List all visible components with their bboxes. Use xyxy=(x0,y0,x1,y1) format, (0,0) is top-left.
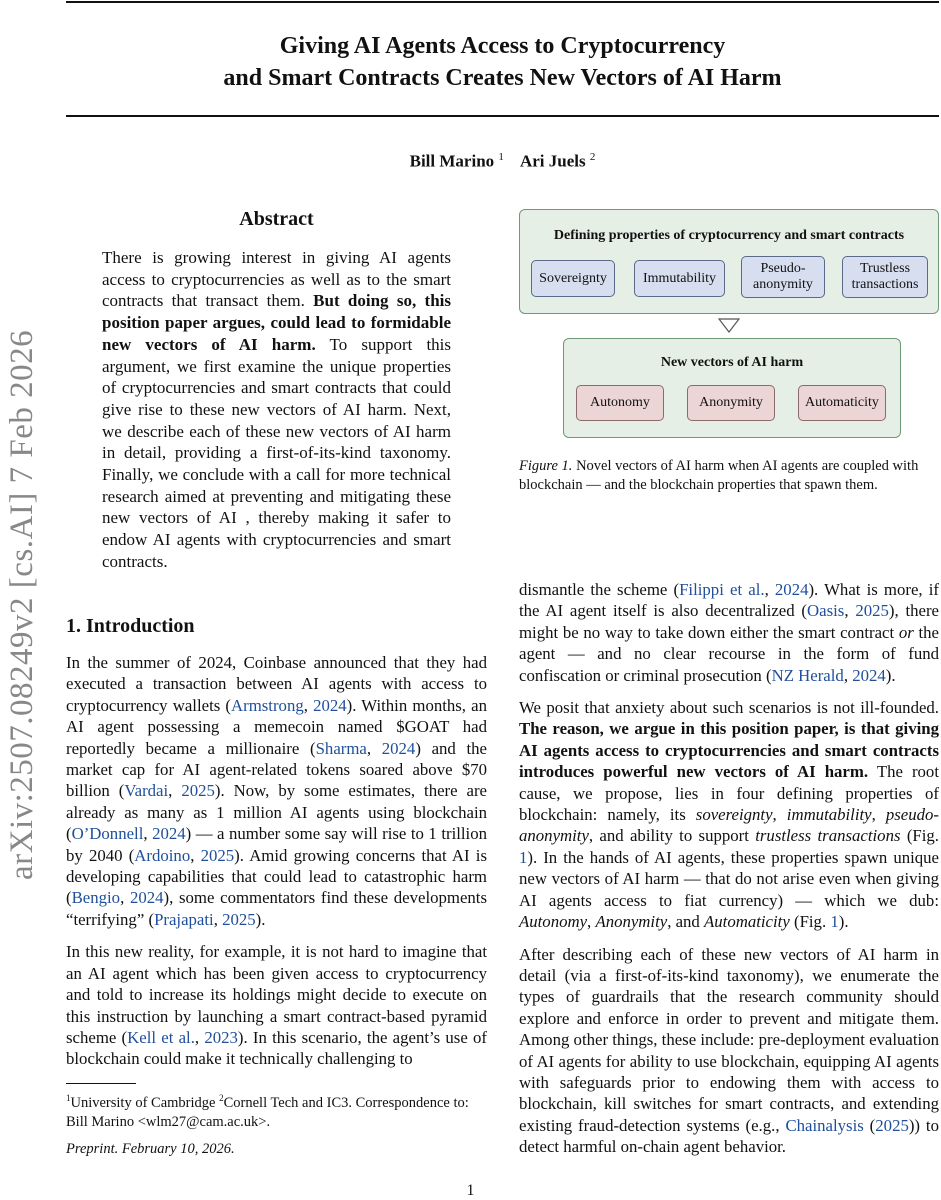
title-line-1: Giving AI Agents Access to Cryptocurrency xyxy=(279,33,726,59)
page-number: 1 xyxy=(466,1182,475,1199)
box-properties-title: Defining properties of cryptocurrency and smart contracts xyxy=(553,228,905,243)
citation-link[interactable]: Kell et al. xyxy=(127,1027,195,1047)
text-run: , xyxy=(587,912,596,932)
citation-link[interactable]: 2024 xyxy=(313,695,347,715)
author-1: Bill Marino xyxy=(409,151,495,171)
text-run: ( xyxy=(863,1115,876,1135)
citation-link[interactable]: 2025 xyxy=(181,781,215,801)
pill-anonymity: Anonymity xyxy=(687,385,775,421)
text-run: ). xyxy=(838,912,849,932)
intro-paragraph-5 xyxy=(519,944,939,1158)
text-run: , xyxy=(168,781,182,801)
footnote-rule xyxy=(66,1083,136,1084)
citation-link[interactable]: Bengio xyxy=(71,888,121,908)
pill-automaticity: Automaticity xyxy=(798,385,886,421)
abstract-part-1: There is growing interest in giving AI agents access to cryptocurrencies as well as to the smart contracts that transact them. xyxy=(102,248,451,311)
text-run: , and ability to support xyxy=(588,826,756,846)
text-run: ). Within months, an AI agent possessing a memecoin named $GOAT had reportedly became a millionaire ( xyxy=(66,695,488,758)
text-run: , xyxy=(190,845,201,865)
footnote-affil-1: University of Cambridge xyxy=(70,1094,220,1111)
citation-link[interactable]: NZ Herald xyxy=(771,665,844,685)
text-run: (Fig. xyxy=(900,826,939,846)
text-run: After describing each of these new vectors of AI harm in detail (via a first-of-its-kind taxonomy), we enumerate the types of guardrails that the research community should explore and enforce in order to prevent and mitigate them. Among other things, these include: pre-deployment evaluation of AI agents for ability to use blockchain, equipping AI agents with safeguards prior to endowing them with access to blockchain, kill switches for smart contracts, and extending existing fraud-detection systems (e.g., xyxy=(519,944,939,1135)
citation-link[interactable]: 2024 xyxy=(129,888,164,908)
text-run: ), some commentators find these developments “terrifying” ( xyxy=(66,888,487,929)
text-run: ). xyxy=(885,665,896,685)
down-arrow-icon xyxy=(718,318,740,334)
citation-link[interactable]: 2024 xyxy=(381,738,416,758)
citation-link[interactable]: Vardai xyxy=(124,781,169,801)
box-harms-title: New vectors of AI harm xyxy=(660,355,804,370)
text-run: , xyxy=(843,665,853,685)
text-run: ). What is more, if the AI agent itself is also decentralized ( xyxy=(519,580,939,621)
citation-link[interactable]: 2025 xyxy=(200,845,235,865)
text-run: , xyxy=(194,1027,205,1047)
text-run: In this new reality, for example, it is not hard to imagine that an AI agent which has been given access to cryptocurrency and told to increase its holdings might decide to execute on this instruction by launching a smart contract-based pyramid scheme ( xyxy=(66,942,487,1047)
footnote-sup-2: 2 xyxy=(219,1093,224,1103)
text-run: the agent — and no clear recourse in the form of fund confiscation or criminal prosecution ( xyxy=(519,622,940,685)
citation-link[interactable]: 2023 xyxy=(204,1027,238,1047)
text-run: , xyxy=(844,601,856,621)
pill-pseudo-anonymity: Pseudo-anonymity xyxy=(741,256,825,298)
author-line xyxy=(66,151,939,172)
pill-sovereignty: Sovereignty xyxy=(531,260,615,297)
citation-link[interactable]: Sharma xyxy=(315,738,367,758)
title-line-2: and Smart Contracts Creates New Vectors of AI Harm xyxy=(223,65,782,91)
pill-trustless-transactions: Trustless transactions xyxy=(842,256,928,298)
top-rule xyxy=(66,1,939,3)
text-run: )) to detect harmful on-chain agent behavior. xyxy=(519,1115,939,1157)
abstract-part-2: To support this argument, we first examine the unique properties of cryptocurrencies and smart contracts that could give rise to these new vectors of AI harm. Next, we describe each of these new vectors of AI harm in detail, providing a first-of-its-kind taxonomy. Finally, we conclude with a call for more technical research aimed at preventing and mitigating these new vectors of AI , thereby making it safer to endow AI agents with cryptocurrencies and smart contracts. xyxy=(102,334,452,571)
text-run: ). Now, by some estimates, there are already as many as 1 million AI agents using blockchain ( xyxy=(66,781,488,844)
italic-text: trustless transactions xyxy=(755,826,901,846)
figure-caption xyxy=(519,457,939,495)
italic-text: Autonomy xyxy=(519,912,588,932)
figure-box-harms xyxy=(563,338,901,438)
text-run: , and xyxy=(667,912,705,932)
text-run: dismantle the scheme ( xyxy=(519,580,680,599)
preprint-note: Preprint. February 10, 2026. xyxy=(66,1141,235,1157)
title-rule xyxy=(66,115,939,117)
intro-paragraph-3 xyxy=(519,579,939,686)
citation-link[interactable]: O’Donnell xyxy=(71,824,144,844)
left-column xyxy=(66,652,487,1081)
citation-link[interactable]: 2025 xyxy=(875,1115,909,1135)
citation-link[interactable]: Armstrong xyxy=(231,695,304,715)
text-run: , xyxy=(871,805,886,825)
right-column xyxy=(519,579,939,1169)
pill-autonomy: Autonomy xyxy=(576,385,664,421)
citation-link[interactable]: Prajapati xyxy=(154,909,214,929)
text-run: We posit that anxiety about such scenarios is not ill-founded. xyxy=(519,698,939,718)
abstract-heading: Abstract xyxy=(239,208,314,230)
text-run: ) — a number some say will rise to 1 trillion by 2040 ( xyxy=(66,824,487,865)
text-run: , xyxy=(120,888,130,908)
intro-paragraph-1 xyxy=(66,652,487,930)
italic-text: sovereignty xyxy=(695,805,773,825)
text-run: The root cause, we propose, lies in four defining properties of blockchain: namely, its xyxy=(519,762,939,825)
text-run: , xyxy=(772,805,787,825)
citation-link[interactable]: 2024 xyxy=(774,580,809,599)
section-heading-introduction: 1. Introduction xyxy=(66,615,195,637)
intro-paragraph-4 xyxy=(519,697,939,932)
citation-link[interactable]: 2024 xyxy=(852,665,886,685)
italic-text: Automaticity xyxy=(704,912,790,932)
intro-paragraph-2 xyxy=(66,941,487,1069)
abstract-text xyxy=(102,247,451,573)
text-run: ), there might be no way to take down either the smart contract xyxy=(519,601,939,642)
citation-link[interactable]: Ardoino xyxy=(134,845,191,865)
caption-text: Novel vectors of AI harm when AI agents are coupled with blockchain — and the blockchain properties that spawn them. xyxy=(519,458,919,493)
text-run: ). Amid growing concerns that AI is developing capabilities that could lead to catastrophic harm ( xyxy=(66,845,487,908)
text-run: (Fig. xyxy=(789,912,831,932)
citation-link[interactable]: 1 xyxy=(830,912,839,932)
bold-text: The reason, we argue in this position paper, is that giving AI agents access to cryptocurrencies and smart contracts introduces powerful new vectors of AI harm. xyxy=(519,719,939,782)
italic-text: pseudo-anonymity xyxy=(519,805,940,846)
text-run: , xyxy=(366,738,382,758)
author-2: Ari Juels xyxy=(519,151,586,171)
footnote xyxy=(66,1089,487,1132)
footnote-sup-1: 1 xyxy=(66,1093,71,1103)
text-run: , xyxy=(764,580,775,599)
italic-text: Anonymity xyxy=(595,912,668,932)
text-run: ). In the hands of AI agents, these properties spawn unique new vectors of AI harm — that do not arise even when giving AI agents access to fiat currency) — which we dub: xyxy=(519,847,939,910)
citation-link[interactable]: 2025 xyxy=(222,909,256,929)
footnote-affil-2: Cornell Tech and IC3. Correspondence to: Bill Marino <wlm27@cam.ac.uk>. xyxy=(66,1094,469,1130)
italic-text: immutability xyxy=(786,805,872,825)
citation-link[interactable]: Filippi et al. xyxy=(679,580,765,599)
text-run: ) and the market cap for AI agent-related tokens soared above $70 billion ( xyxy=(66,738,487,801)
text-run: ). xyxy=(255,909,266,929)
author-2-affil: 2 xyxy=(589,151,596,163)
citation-link[interactable]: 1 xyxy=(519,847,528,867)
pill-immutability: Immutability xyxy=(634,260,725,297)
citation-link[interactable]: 2024 xyxy=(152,824,186,844)
arxiv-stamp: arXiv:2507.08249v2 [cs.AI] 7 Feb 2026 xyxy=(4,329,40,880)
citation-link[interactable]: Oasis xyxy=(807,601,845,621)
text-run: In the summer of 2024, Coinbase announced that they had executed a transaction between AI agents with access to cryptocurrency wallets ( xyxy=(66,653,487,715)
paper-title xyxy=(66,30,939,94)
text-run: , xyxy=(143,824,153,844)
author-1-affil: 1 xyxy=(498,151,504,163)
italic-text: or xyxy=(898,622,914,642)
text-run: ). In this scenario, the agent’s use of blockchain could make it technically challenging to xyxy=(66,1027,487,1069)
text-run: , xyxy=(303,695,314,715)
text-run: , xyxy=(213,909,223,929)
citation-link[interactable]: 2025 xyxy=(855,601,889,621)
abstract-bold-claim: But doing so, this position paper argues, could lead to formidable new vectors of AI harm. xyxy=(102,291,451,354)
citation-link[interactable]: Chainalysis xyxy=(785,1115,864,1135)
figure-box-properties xyxy=(519,209,939,314)
caption-label: Figure 1. xyxy=(519,458,573,474)
